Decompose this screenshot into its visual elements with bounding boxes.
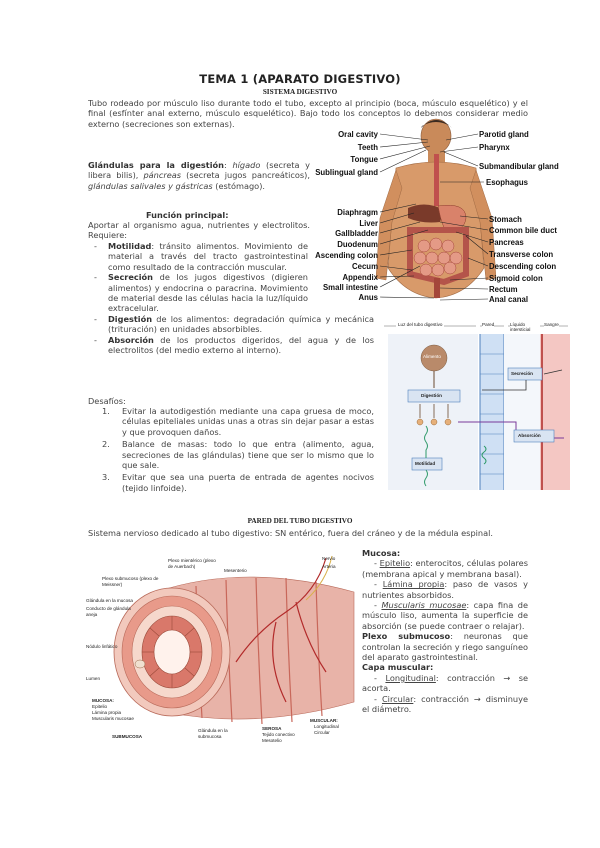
label-mesentery: Mesenterio [224,568,247,573]
digestion-label: Digestión [421,393,442,398]
motility-label: Motilidad [415,461,436,466]
label-lumen: Lumen [86,676,101,681]
label-lymph-nodule: Nódulo linfático [86,644,118,649]
label-mucosa: MUCOSA: [92,698,114,703]
label-diaphragm: Diaphragm [337,208,378,217]
requirement-item: - Digestión de los alimentos: degradación química y mecánica (trituración) en unidades absorbibles. [88,314,374,335]
page-title: TEMA 1 (APARATO DIGESTIVO) [199,72,401,86]
label-mesothelium: Mesotelio [262,738,282,743]
label-ascending-colon: Ascending colon [315,251,378,260]
glands-text-3: (estómago). [212,180,265,191]
label-cecum: Cecum [352,262,378,271]
secretion-label: Secreción [511,371,533,376]
label-teeth: Teeth [357,143,378,152]
label-appendix: Appendix [342,273,378,282]
plexus-paragraph: Plexo submucoso: neuronas que controlan la secreción y riego sanguíneo del aparato gastrointestinal. [362,631,528,663]
requirement-item: - Secreción de los jugos digestivos (digieren alimentos) y endocrina o paracrina. Movimiento de material desde las células hacia la luz/líquido extracelular. [88,272,308,314]
label-lamina-propria: Lámina propia [92,710,122,715]
digestive-anatomy-figure [316,118,576,306]
section-heading-wall: PARED DEL TUBO DIGESTIVO [247,517,353,525]
glands-liver: hígado [232,160,261,170]
label-submandibular-gland: Submandibular gland [479,162,559,171]
mucosa-column [362,548,528,715]
intro-paragraph-top: Tubo rodeado por músculo liso durante todo el tubo, excepto al principio (boca, músculo esquelético) y el final (esfínter anal externo, músculo esquelético). Bajo todo los conceptos lo debemos considerar medio externo (secreciones son externas). [88,98,528,129]
label-circular: Circular [314,730,330,735]
header-fluid: Líquido intersticial [510,322,538,332]
section1-left-column [88,98,320,118]
glands-pancreas: páncreas [143,170,182,181]
label-sublingual-gland: Sublingual gland [315,168,378,177]
label-myenteric-plexus: Plexo mientérico (plexo de Auerbach) [168,558,216,569]
challenges-list [88,406,374,493]
header-lumen: Luz del tubo digestivo [398,322,443,327]
mucosa-item: - Epitelio: enterocitos, células polares (membrana apical y membrana basal). [362,558,528,579]
process-diagram [376,320,572,492]
label-rectum: Rectum [489,285,518,294]
header-wall: Pared [482,322,495,327]
mucosa-item: - Muscularis mucosae: capa fina de músculo liso, aumenta la superficie de absorción (se puede contraer o relajar). [362,600,528,631]
label-pancreas: Pancreas [489,238,524,247]
muscular-item: - Longitudinal: contracción → se acorta. [362,672,529,694]
section-heading-digestive-system: SISTEMA DIGESTIVO [262,88,338,96]
digestive-process-figure [376,320,572,492]
label-duodenum: Duodenum [337,240,378,249]
label-descending-colon: Descending colon [489,262,557,271]
label-sigmoid-colon: Sigmoid colon [489,274,543,283]
label-muscularis-mucosae: Muscularis mucosae [92,716,134,721]
label-connective-tissue: Tejido conectivo [262,732,295,737]
challenge-item: 2. Balance de masas: todo lo que entra (alimento, agua, secreciones de las glándulas) tiene que ser lo mismo que lo que sale. [102,439,374,471]
glands-text-2: (secreta jugos pancreáticos), [181,170,310,181]
challenge-item: 1. Evitar la autodigestión mediante una capa gruesa de moco, células epiteliales unidas unas a otras sin dejar pasar a estas y que provoquen daños. [102,406,374,437]
function-text: Aportar al organismo agua, nutrientes y electrolitos. Requiere: [88,220,310,241]
glands-label: Glándulas para la digestión [88,160,224,170]
label-artery: Arteria [322,564,336,569]
label-muscular: MUSCULAR: [310,718,338,723]
label-gallbladder: Gallbladder [335,229,378,238]
label-submucosal-gland: Glándula en la submucosa [198,728,228,739]
challenge-item: 3. Evitar que sea una puerta de entrada de agentes nocivos (tejido linfoide). [102,472,374,493]
absorption-label: Absorción [518,433,541,438]
glands-text-1: (secreta y libera bilis), [88,160,310,181]
glands-salivary: glándulas salivales y gástricas [88,180,213,191]
function-heading: Función principal: [146,210,229,220]
label-common-bile-duct: Common bile duct [489,226,558,235]
label-tongue: Tongue [350,155,378,164]
requirement-item: - Motilidad: tránsito alimentos. Movimiento de material a través del tracto gastrointestinal como resultado de la contracción muscular. [88,241,308,272]
label-parotid-gland: Parotid gland [479,130,529,139]
label-liver: Liver [359,219,378,228]
tube-wall-figure [86,552,360,742]
label-mucosal-gland: Glándula en la mucosa [86,598,133,603]
challenges-heading: Desafíos: [88,396,126,406]
label-submucosal-plexus: Plexo submucoso (plexo de Meissner) [102,576,159,587]
header-blood: Sangre [544,322,559,327]
label-epithelium: Epitelio [92,704,108,709]
mucosa-item: - Lámina propia: paso de vasos y nutrientes absorbidos. [362,579,528,600]
label-longitudinal: Longitudinal [314,724,339,729]
label-anal-canal: Anal canal [489,295,528,304]
muscular-heading: Capa muscular: [362,662,434,673]
food-label: Alimento [423,354,441,359]
section2-intro: Sistema nervioso dedicado al tubo digestivo: SN entérico, fuera del cráneo y de la médula espinal. [88,528,494,538]
label-oral-cavity: Oral cavity [338,130,378,139]
label-submucosa: SUBMUCOSA [112,734,143,739]
label-anus: Anus [358,293,378,302]
mucosa-heading: Mucosa: [362,548,401,558]
label-stomach: Stomach [489,215,522,224]
muscular-item: - Circular: contracción → disminuye el diámetro. [362,693,528,715]
label-pharynx: Pharynx [479,143,510,152]
glands-paragraph: Glándulas para la digestión: hígado (secreta y libera bilis), páncreas (secreta jugos pancreáticos), glándulas salivales y gástricas (estómago). [88,160,310,191]
label-gland-duct: Conducto de glándula aneja [86,606,131,617]
label-nerve: Nervio [322,556,336,561]
requirement-item: - Absorción de los productos digeridos, del agua y de los electrolitos (del medio externo al interno). [88,335,374,356]
anatomy-leader-lines [316,118,576,306]
label-small-intestine: Small intestine [322,283,378,292]
label-transverse-colon: Transverse colon [489,250,554,259]
label-serosa: SEROSA [262,726,282,731]
label-esophagus: Esophagus [486,178,529,187]
